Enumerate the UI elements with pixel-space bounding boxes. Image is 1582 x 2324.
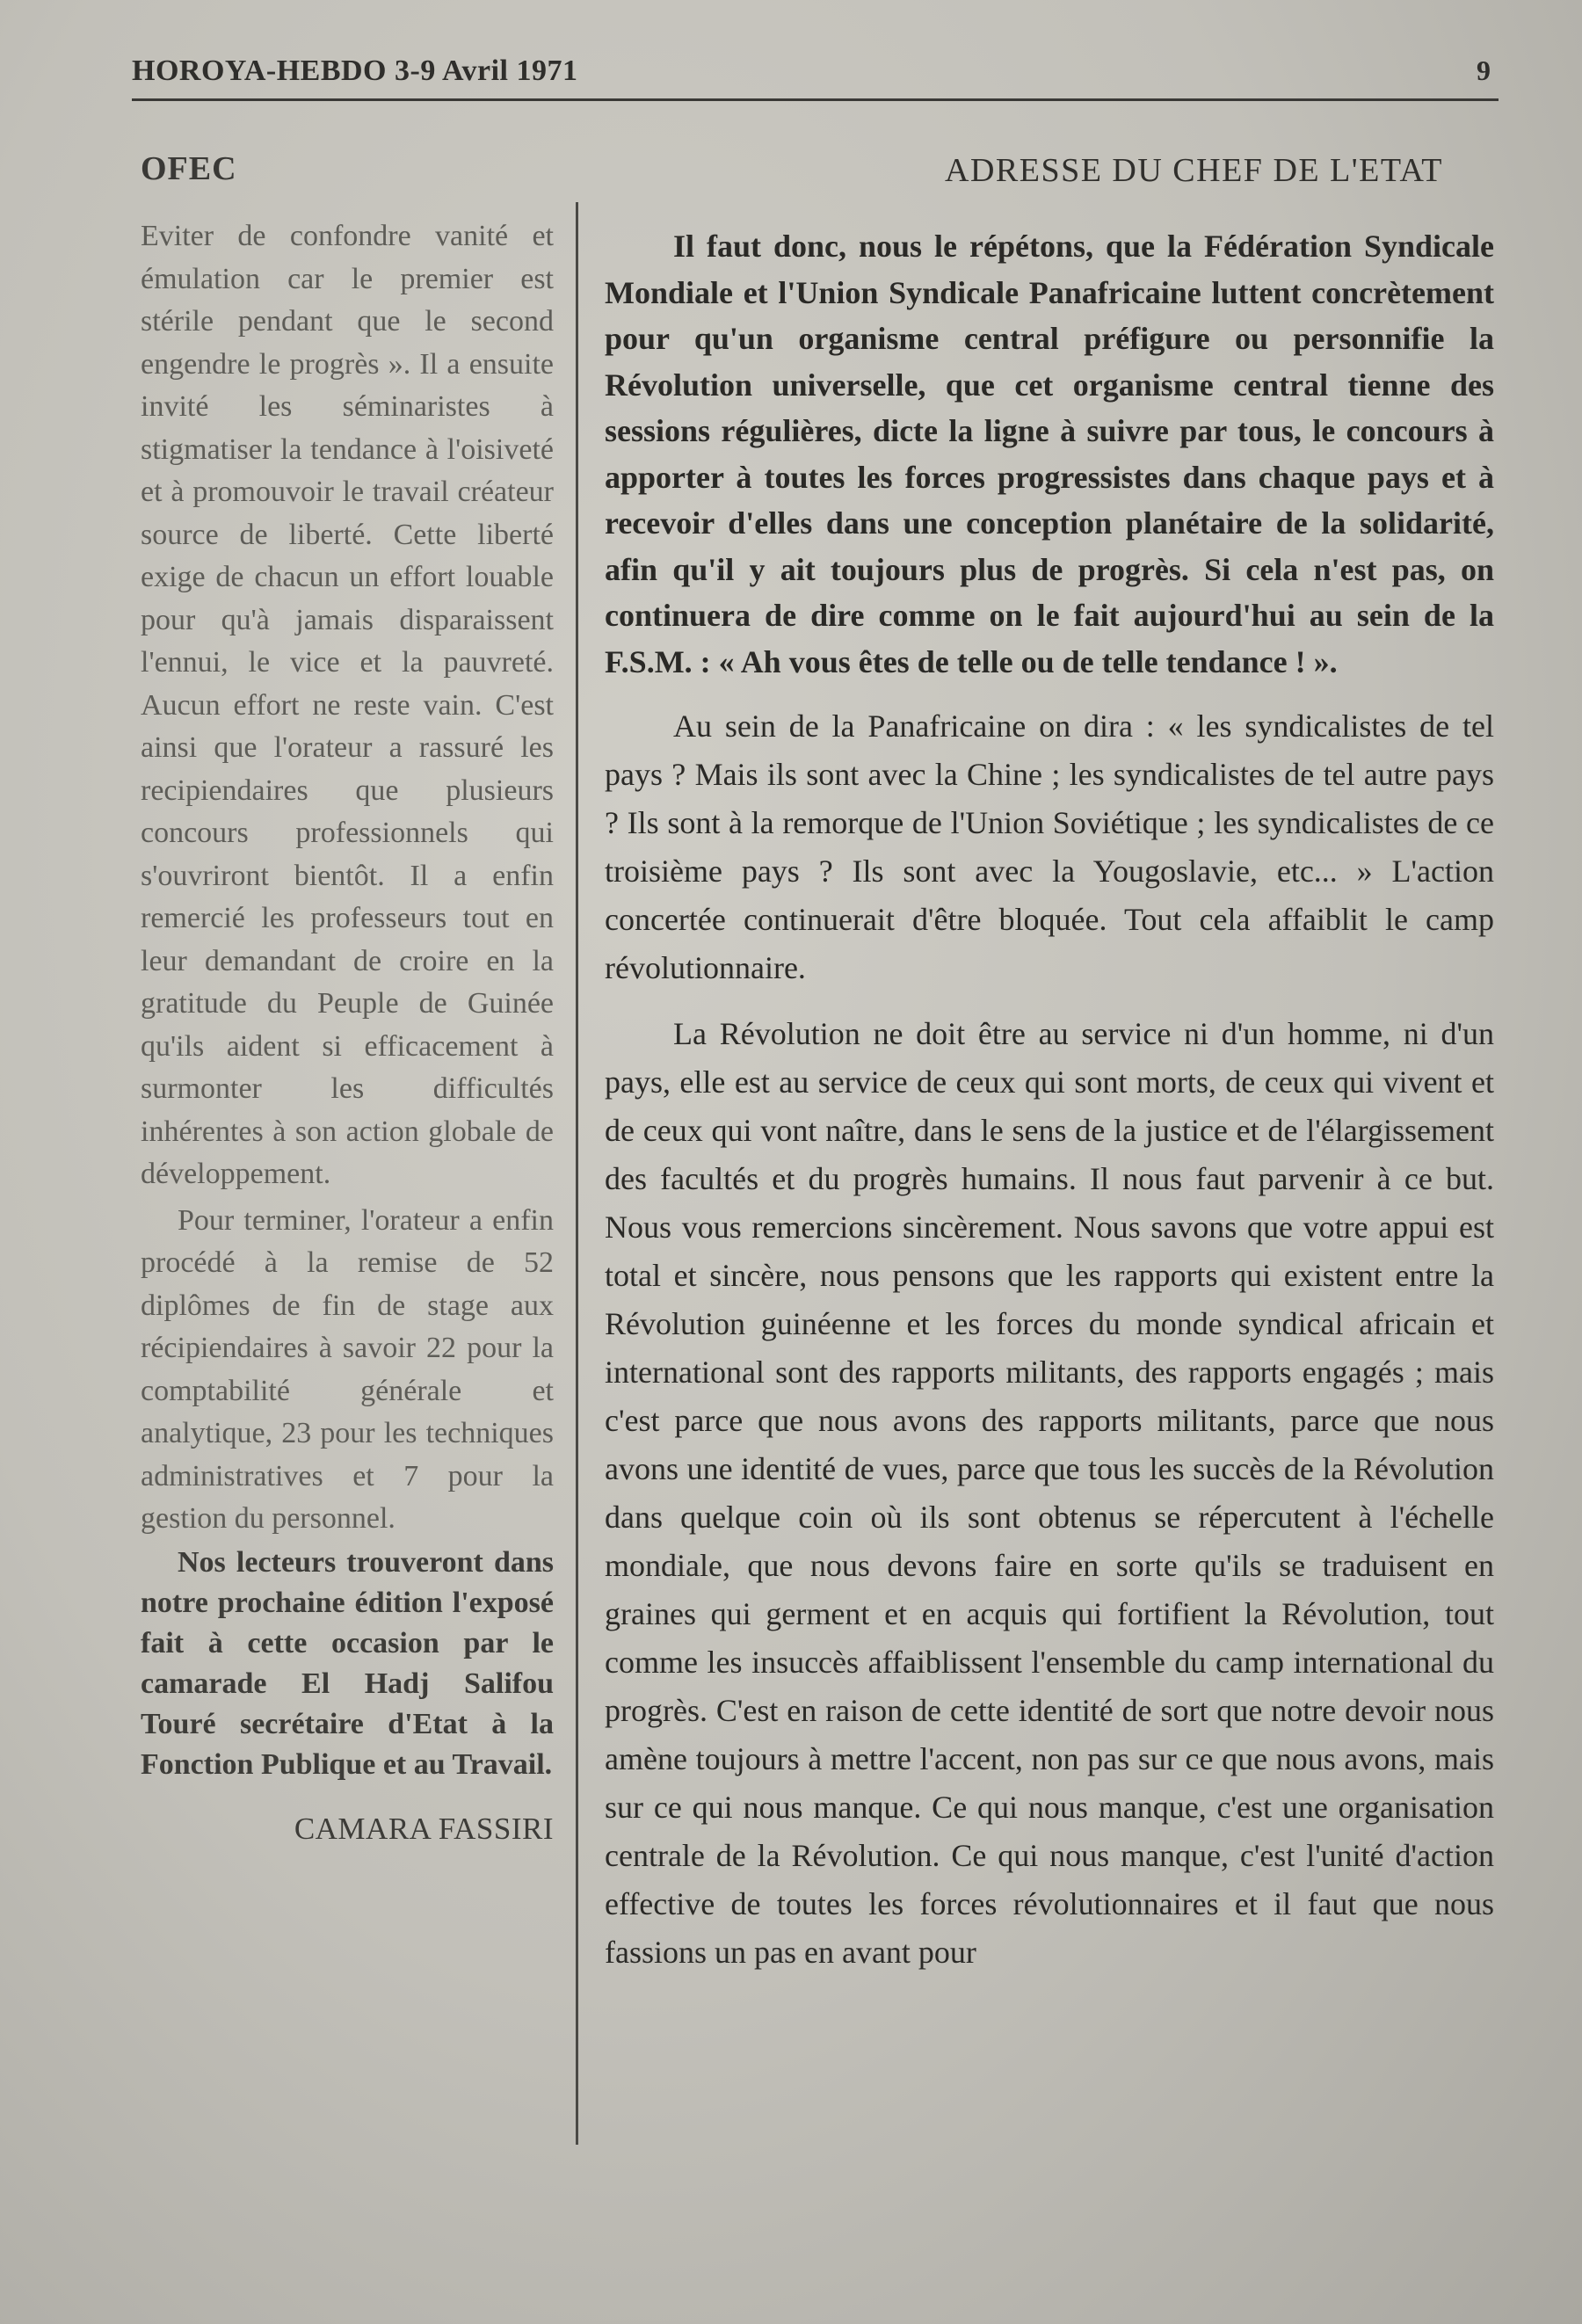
- right-column: [605, 223, 1494, 1977]
- left-paragraph-1: Eviter de confondre vanité et émulation car le premier est stérile pendant que le second engendre le progrès ». Il a ensuite invité les séminaristes à stigmatiser la tendance à l'oisiveté et à promouvoir le travail créateur source de liberté. Cette liberté exige de chacun un effort louable pour qu'à jamais disparaissent l'ennui, le vice et la pauvreté. Aucun effort ne reste vain. C'est ainsi que l'orateur a rassuré les recipiendaires que plusieurs concours professionnels qui s'ouvriront bientôt. Il a enfin remercié les professeurs tout en leur demandant de croire en la gratitude du Peuple de Guinée qu'ils aident si efficacement à surmonter les difficultés inhérentes à son action globale de développement.: [141, 220, 554, 1190]
- header-rule: [132, 98, 1499, 101]
- right-paragraph-3: La Révolution ne doit être au service ni d'un homme, ni d'un pays, elle est au service de ceux qui sont morts, de ceux qui vivent et de ceux qui vont naître, dans le sens de la justice et de l'élargissement des facultés et du progrès humains. Il nous faut parvenir à ce but. Nous vous remercions sincèrement. Nous savons que votre appui est total et sincère, nous pensons que les rapports qui existent entre la Révolution guinéenne et les forces du monde syndical africain et international sont des rapports militants, des rapports engagés ; mais c'est parce que nous avons des rapports militants, parce que nous avons une identité de vues, parce que tous les succès de la Révolution dans quelque coin où ils sont obtenus se répercutent à l'échelle mondiale, que nous devons faire en sorte qu'ils se traduisent en graines qui germent et en acquis qui fortifient la Révolution, tout comme les insuccès affaiblissent l'ensemble du camp international du progrès. C'est en raison de cette identité de sort que notre devoir nous amène toujours à mettre l'accent, non pas sur ce que nous avons, mais sur ce qui nous manque. Ce qui nous manque, c'est une organisation centrale de la Révolution. Ce qui nous manque, c'est l'unité d'action effective de toutes les forces révolutionnaires et il faut que nous fassions un pas en avant pour: [605, 1016, 1494, 1970]
- page-number: 9: [1477, 54, 1491, 86]
- right-section-title: ADRESSE DU CHEF DE L'ETAT: [945, 152, 1443, 189]
- editor-note: Nos lecteurs trouveront dans notre prochaine édition l'exposé fait à cette occasion par le camarade El Hadj Salifou Touré secrétaire d'Etat à la Fonction Publique et au Travail.: [141, 1545, 554, 1781]
- right-paragraph-1: Il faut donc, nous le répétons, que la Fédération Syndicale Mondiale et l'Union Syndicale Panafricaine luttent concrètement pour qu'un organisme central préfigure ou personnifie la Révolution universelle, que cet organisme central tienne des sessions régulières, dicte la ligne à suivre par tous, le concours à apporter à toutes les forces progressistes dans chaque pays et à recevoir d'elles dans une conception planétaire de la solidarité, afin qu'il y ait toujours plus de progrès. Si cela n'est pas, on continuera de dire comme on le fait aujourd'hui au sein de la F.S.M. : « Ah vous êtes de telle ou de telle tendance ! ».: [605, 229, 1494, 679]
- left-section-title: OFEC: [141, 150, 237, 187]
- left-paragraph-2: Pour terminer, l'orateur a enfin procédé à la remise de 52 diplômes de fin de stage aux récipiendaires à savoir 22 pour la comptabilité générale et analytique, 23 pour les techniques administratives et 7 pour la gestion du personnel.: [141, 1203, 554, 1535]
- publication-dateline: HOROYA-HEBDO 3-9 Avril 1971: [132, 54, 578, 87]
- page-header: [132, 54, 1503, 104]
- left-column: [141, 215, 554, 1850]
- column-divider: [576, 202, 578, 2145]
- right-paragraph-2: Au sein de la Panafricaine on dira : « les syndicalistes de tel pays ? Mais ils sont avec la Chine ; les syndicalistes de tel autre pays ? Ils sont à la remorque de l'Union Soviétique ; les syndicalistes de ce troisième pays ? Ils sont avec la Yougoslavie, etc... » L'action concertée continuerait d'être bloquée. Tout cela affaiblit le camp révolutionnaire.: [605, 708, 1494, 985]
- author-signature: CAMARA FASSIRI: [294, 1811, 554, 1846]
